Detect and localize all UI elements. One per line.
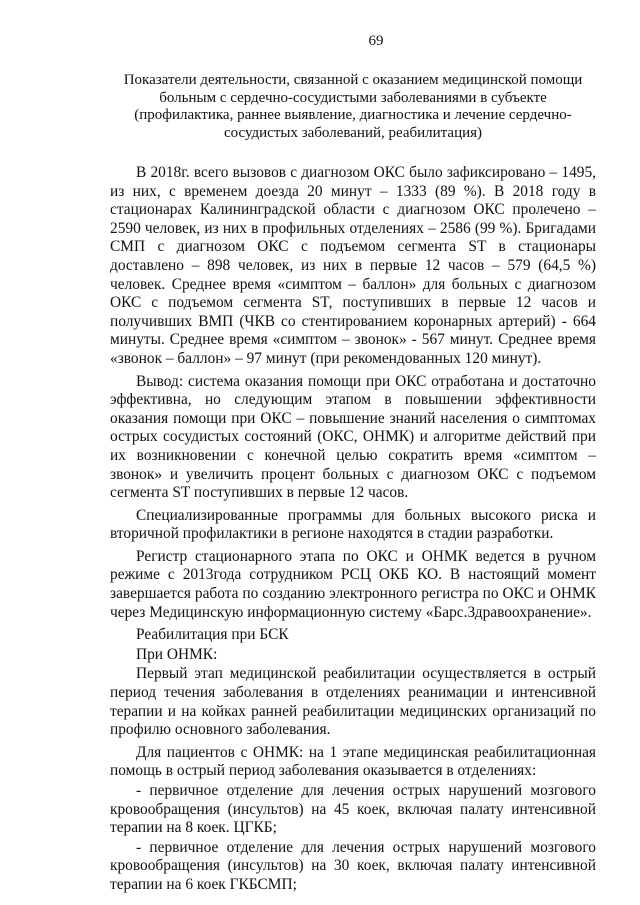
heading-line-4: сосудистых заболеваний, реабилитация) <box>223 124 483 141</box>
paragraph-oks-statistics: В 2018г. всего вызовов с диагнозом ОКС было зафиксировано – 1495, из них, с временем доезда 20 минут – 1333 (89 %). В 2018 году в стационарах Калининградской области с диагнозом ОКС пролечено – 2590 человек, из них в профильных отделениях – 2586 (99 %). Бригадами СМП с диагнозом ОКС с подъемом сегмента ST в стационары доставлено – 898 человек, из них в первые 12 часов – 579 (64,5 %) человек. Среднее время «симптом – баллон» для больных с диагнозом ОКС с подъемом сегмента ST, поступивших в первые 12 часов и получивших ВМП (ЧКВ со стентированием коронарных артерий) - 664 минуты. Среднее время «симптом – звонок» - 567 минут. Среднее время «звонок – баллон» – 97 минут (при рекомендованных 120 минут). <box>110 164 596 367</box>
page-number: 69 <box>368 33 384 49</box>
list-item-gkbsmp: - первичное отделение для лечения острых нарушений мозгового кровообращения (инсультов) на 30 коек, включая палату интенсивной терапии на 6 коек ГКБСМП; <box>110 838 596 893</box>
paragraph-onmk-heading: При ОНМК: <box>136 645 218 663</box>
paragraph-rehab-heading: Реабилитация при БСК <box>136 626 289 644</box>
paragraph-programs: Специализированные программы для больных высокого риска и вторичной профилактики в регионе находятся в стадии разработки. <box>110 506 596 543</box>
heading-line-3: (профилактика, раннее выявление, диагностика и лечение сердечно- <box>134 107 572 123</box>
body-text <box>110 164 596 895</box>
paragraph-registry: Регистр стационарного этапа по ОКС и ОНМК ведется в ручном режиме с 2013года сотрудником РСЦ ОКБ КО. В настоящий момент завершается работа по созданию электронного регистра по ОКС и ОНМК через Медицинскую информационную систему «Барс.Здравоохранение». <box>110 547 596 621</box>
section-heading <box>110 72 596 142</box>
paragraph-onmk-patients: Для пациентов с ОНМК: на 1 этапе медицинская реабилитационная помощь в острый период заболевания оказывается в отделениях: <box>110 743 596 780</box>
heading-line-2: больным с сердечно-сосудистыми заболеваниями в субъекте <box>159 89 547 106</box>
paragraph-conclusion: Вывод: система оказания помощи при ОКС отработана и достаточно эффективна, но следующим этапом в повышении эффективности оказания помощи при ОКС – повышение знаний населения о симптомах острых сосудистых состояний (ОКС, ОНМК) и алгоритме действий при их возникновении с конечной целью сократить время «симптом – звонок» и увеличить процент больных с диагнозом ОКС с подъемом сегмента ST поступивших в первые 12 часов. <box>110 372 596 502</box>
list-item-cgkb: - первичное отделение для лечения острых нарушений мозгового кровообращения (инсультов) на 45 коек, включая палату интенсивной терапии на 8 коек. ЦГКБ; <box>110 782 596 837</box>
paragraph-first-stage: Первый этап медицинской реабилитации осуществляется в острый период течения заболевания в отделениях реанимации и интенсивной терапии и на койках ранней реабилитации медицинских организаций по профилю основного заболевания. <box>110 665 596 739</box>
heading-line-1: Показатели деятельности, связанной с оказанием медицинской помощи <box>123 72 583 88</box>
